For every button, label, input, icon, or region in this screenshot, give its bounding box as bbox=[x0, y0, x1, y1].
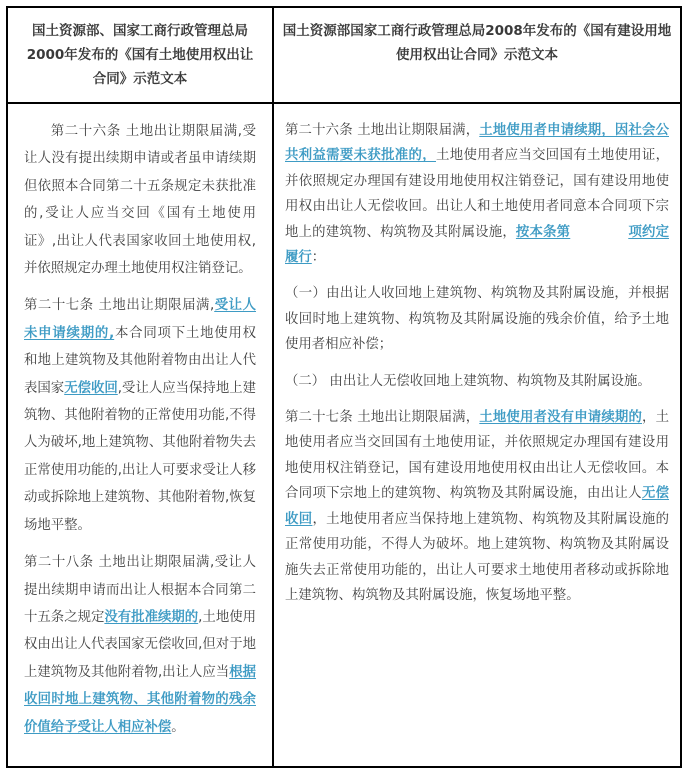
link-text: 按本条第 bbox=[515, 224, 571, 240]
article-26-2008 bbox=[285, 118, 669, 270]
highlight-link[interactable]: 土地使用者申请续期，因社会公共利益需要未获批准的， bbox=[285, 123, 669, 164]
highlight-link[interactable]: 没有批准续期的 bbox=[104, 609, 199, 625]
article-text: 本合同项下土地使用权和地上建筑物及其他附着物由出让人代表国家 bbox=[24, 325, 257, 396]
article-text: 第二十六条 土地出让期限届满， bbox=[285, 123, 480, 138]
highlight-link[interactable]: 土地使用者没有申请续期的 bbox=[479, 410, 643, 426]
article-text: 第二十八条 土地出让期限届满,受让人提出续期申请而出让人根据本合同第二十五条之规定 bbox=[24, 555, 256, 625]
comparison-table bbox=[6, 6, 682, 768]
article-text: ，土地使用者应当保持地上建筑物、构筑物及其附属设施的正常使用功能，不得人为破坏。地上建筑物、构筑物及其附属设施失去正常使用功能的，出让人可要求土地使用者移动或拆除地上建筑物、构筑物及其附属设施，恢复场地平整。 bbox=[285, 511, 669, 603]
highlight-link[interactable]: 无偿收回 bbox=[285, 486, 670, 527]
article-text: 。 bbox=[171, 719, 185, 735]
article-text: ，土地使用者应当交回国有土地使用证，并依照规定办理国有建设用地使用权注销登记，国有建设用地使用权由出让人无偿收回。本合同项下宗地上的建筑物、构筑物及其附属设施，由出让人 bbox=[285, 410, 669, 502]
link-text: 项约定履行 bbox=[285, 224, 670, 266]
article-text: 土地使用者应当交回国有土地使用证，并依照规定办理国有建设用地使用权注销登记，国有建设用地使用权由出让人无偿收回。出让人和土地使用者同意本合同项下宗地上的建筑物、构筑物及其附属设施， bbox=[285, 148, 670, 240]
article-28-2000 bbox=[24, 549, 256, 741]
article-27-2000 bbox=[24, 292, 256, 539]
cell-2000-contract-text bbox=[8, 104, 272, 766]
article-text: 第二十七条 土地出让期限届满， bbox=[285, 410, 480, 426]
article-27-2008 bbox=[285, 405, 669, 608]
article-26-2000: 第二十六条 土地出让期限届满,受让人没有提出续期申请或者虽申请续期但依照本合同第二十五条规定未获批准的,受让人应当交回《国有土地使用证》,出让人代表国家收回土地使用权,并依照规定办理土地使用权注销登记。 bbox=[24, 124, 256, 277]
article-text: 第二十七条 土地出让期限届满, bbox=[24, 298, 215, 314]
article-text: ： bbox=[311, 250, 326, 266]
header-2000-contract: 国土资源部、国家工商行政管理总局2000年发布的《国有土地使用权出让合同》示范文本 bbox=[26, 23, 254, 87]
article-text: ,土地使用权由出让人代表国家无偿收回,但对于地上建筑物及其他附着物,出让人应当 bbox=[24, 609, 257, 680]
highlight-link[interactable]: 受让人未申请续期的, bbox=[24, 298, 257, 341]
article-text: ,受让人应当保持地上建筑物、其他附着物的正常使用功能,不得人为破坏,地上建筑物、其他附着物失去正常使用功能的,出让人可要求受让人移动或拆除地上建筑物、其他附着物,恢复场地平整。 bbox=[24, 380, 257, 533]
highlight-link[interactable]: 根据收回时地上建筑物、其他附着物的残余价值给予受让人相应补偿 bbox=[24, 664, 256, 735]
item-1-2008: （一）由出让人收回地上建筑物、构筑物及其附属设施，并根据收回时地上建筑物、构筑物及其附属设施的残余价值，给予土地使用者相应补偿； bbox=[285, 286, 669, 353]
header-2008-contract: 国土资源部国家工商行政管理总局2008年发布的《国有建设用地使用权出让合同》示范文本 bbox=[282, 23, 672, 63]
cell-2008-contract-text bbox=[274, 104, 680, 766]
highlight-link[interactable]: 无偿收回 bbox=[64, 380, 118, 396]
item-2-2008: （二） 由出让人无偿收回地上建筑物、构筑物及其附属设施。 bbox=[285, 373, 651, 389]
